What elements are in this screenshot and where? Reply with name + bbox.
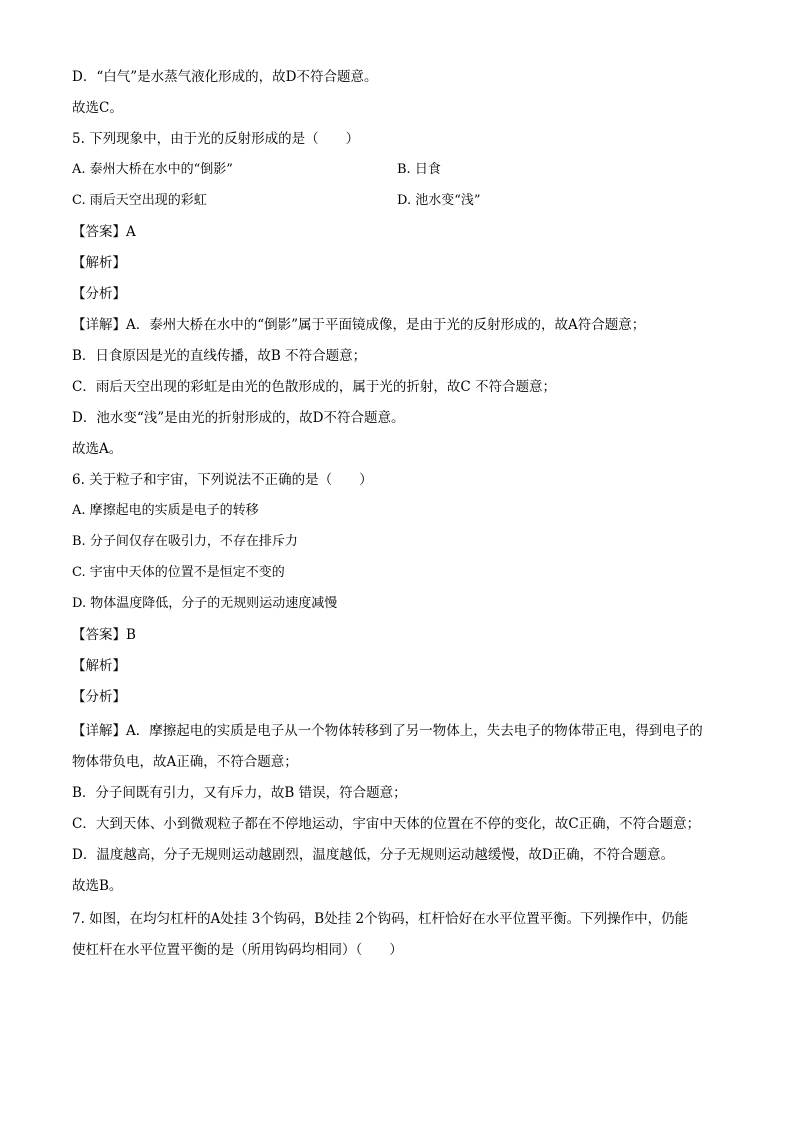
q6-detail-line: 物体带负电，故A正确，不符合题意； [72, 754, 298, 770]
q6-detail-line: D．温度越高，分子无规则运动越剧烈，温度越低，分子无规则运动越缓慢，故D正确，不符合题意。 [72, 847, 675, 863]
q6-detail-line: B．分子间既有引力，又有斥力，故B 错误，符合题意； [72, 785, 407, 801]
question-5-stem: 5. 下列现象中，由于光的反射形成的是（ ） [72, 131, 360, 147]
q5-jiexi-heading: 【解析】 [72, 255, 126, 271]
q6-fenxi-heading: 【分析】 [72, 689, 126, 705]
q5-option-c: C. 雨后天空出现的彩虹 [72, 193, 207, 208]
q6-selection: 故选B。 [72, 878, 123, 894]
q5-detail-line: D．池水变“浅”是由光的折射形成的，故D不符合题意。 [72, 410, 405, 426]
q6-option-b: B. 分子间仅存在吸引力，不存在排斥力 [72, 534, 298, 549]
q5-answer: 【答案】A [72, 224, 136, 240]
q5-option-a: A. 泰州大桥在水中的“倒影” [72, 162, 233, 177]
text-line: 故选C。 [72, 100, 123, 116]
q6-jiexi-heading: 【解析】 [72, 658, 126, 674]
q6-detail-line: 【详解】A．摩擦起电的实质是电子从一个物体转移到了另一物体上，失去电子的物体带正电，得到电子的 [72, 723, 703, 739]
q5-option-b: B. 日食 [397, 162, 441, 177]
q6-option-a: A. 摩擦起电的实质是电子的转移 [72, 503, 259, 518]
q6-option-d: D. 物体温度降低，分子的无规则运动速度减慢 [72, 596, 338, 611]
q6-detail-line: C．大到天体、小到微观粒子都在不停地运动，宇宙中天体的位置在不停的变化，故C正确，不符合题意； [72, 816, 701, 832]
q5-selection: 故选A。 [72, 441, 123, 457]
q6-option-c: C. 宇宙中天体的位置不是恒定不变的 [72, 565, 285, 580]
q5-detail-line: 【详解】A．泰州大桥在水中的“倒影”属于平面镜成像，是由于光的反射形成的，故A符合题意； [72, 317, 646, 333]
q5-detail-line: C．雨后天空出现的彩虹是由光的色散形成的，属于光的折射，故C 不符合题意； [72, 379, 556, 395]
question-7-stem-cont: 使杠杆在水平位置平衡的是（所用钩码均相同）（ ） [72, 942, 403, 958]
q5-option-d: D. 池水变“浅” [397, 193, 481, 208]
question-6-stem: 6. 关于粒子和宇宙，下列说法不正确的是（ ） [72, 472, 373, 488]
text-line: D．“白气”是水蒸气液化形成的，故D不符合题意。 [72, 69, 378, 85]
question-7-stem: 7. 如图，在均匀杠杆的A处挂 3个钩码，B处挂 2个钩码，杠杆恰好在水平位置平衡。下列操作中，仍能 [72, 911, 689, 927]
q5-detail-line: B．日食原因是光的直线传播，故B 不符合题意； [72, 348, 367, 364]
q5-fenxi-heading: 【分析】 [72, 286, 126, 302]
q6-answer: 【答案】B [72, 627, 136, 643]
